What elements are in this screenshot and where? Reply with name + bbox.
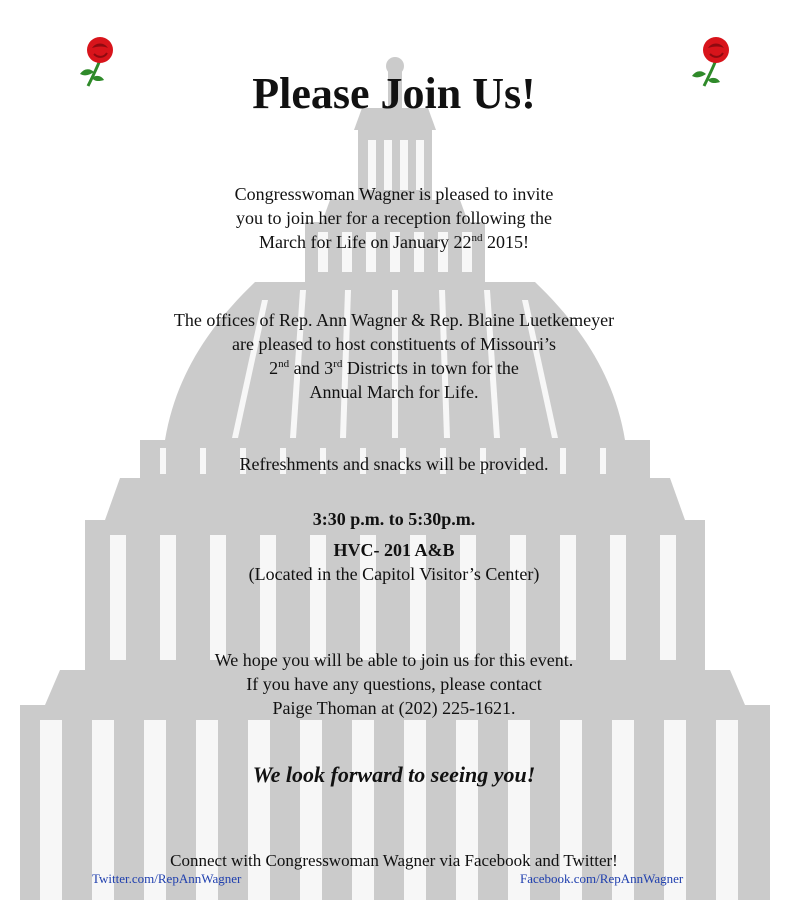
facebook-link[interactable]: Facebook.com/RepAnnWagner (520, 871, 684, 886)
host-line: are pleased to host constituents of Missouri’s (232, 334, 556, 354)
host-line: 2nd and 3rd Districts in town for the (269, 358, 519, 378)
host-paragraph (0, 308, 788, 404)
invitation-paragraph (0, 182, 788, 254)
invitation-line: you to join her for a reception following the (236, 208, 552, 228)
event-time: 3:30 p.m. to 5:30p.m. (312, 509, 476, 529)
page-title: Please Join Us! (252, 69, 536, 118)
social-heading: Connect with Congresswoman Wagner via Facebook and Twitter! (170, 851, 618, 870)
refreshments-note: Refreshments and snacks will be provided. (239, 454, 549, 474)
event-location-note: (Located in the Capitol Visitor’s Center) (248, 564, 540, 584)
host-line: Annual March for Life. (309, 382, 479, 402)
contact-paragraph (0, 648, 788, 720)
twitter-link[interactable]: Twitter.com/RepAnnWagner (92, 871, 242, 886)
invitation-line: March for Life on January 22nd 2015! (259, 232, 529, 252)
contact-line: We hope you will be able to join us for this event. (214, 650, 574, 670)
host-line: The offices of Rep. Ann Wagner & Rep. Blaine Luetkemeyer (173, 310, 615, 330)
closing-message: We look forward to seeing you! (252, 762, 536, 787)
invitation-line: Congresswoman Wagner is pleased to invite (234, 184, 554, 204)
event-room: HVC- 201 A&B (333, 540, 455, 560)
contact-line: If you have any questions, please contact (246, 674, 542, 694)
contact-line: Paige Thoman at (202) 225-1621. (272, 698, 516, 718)
